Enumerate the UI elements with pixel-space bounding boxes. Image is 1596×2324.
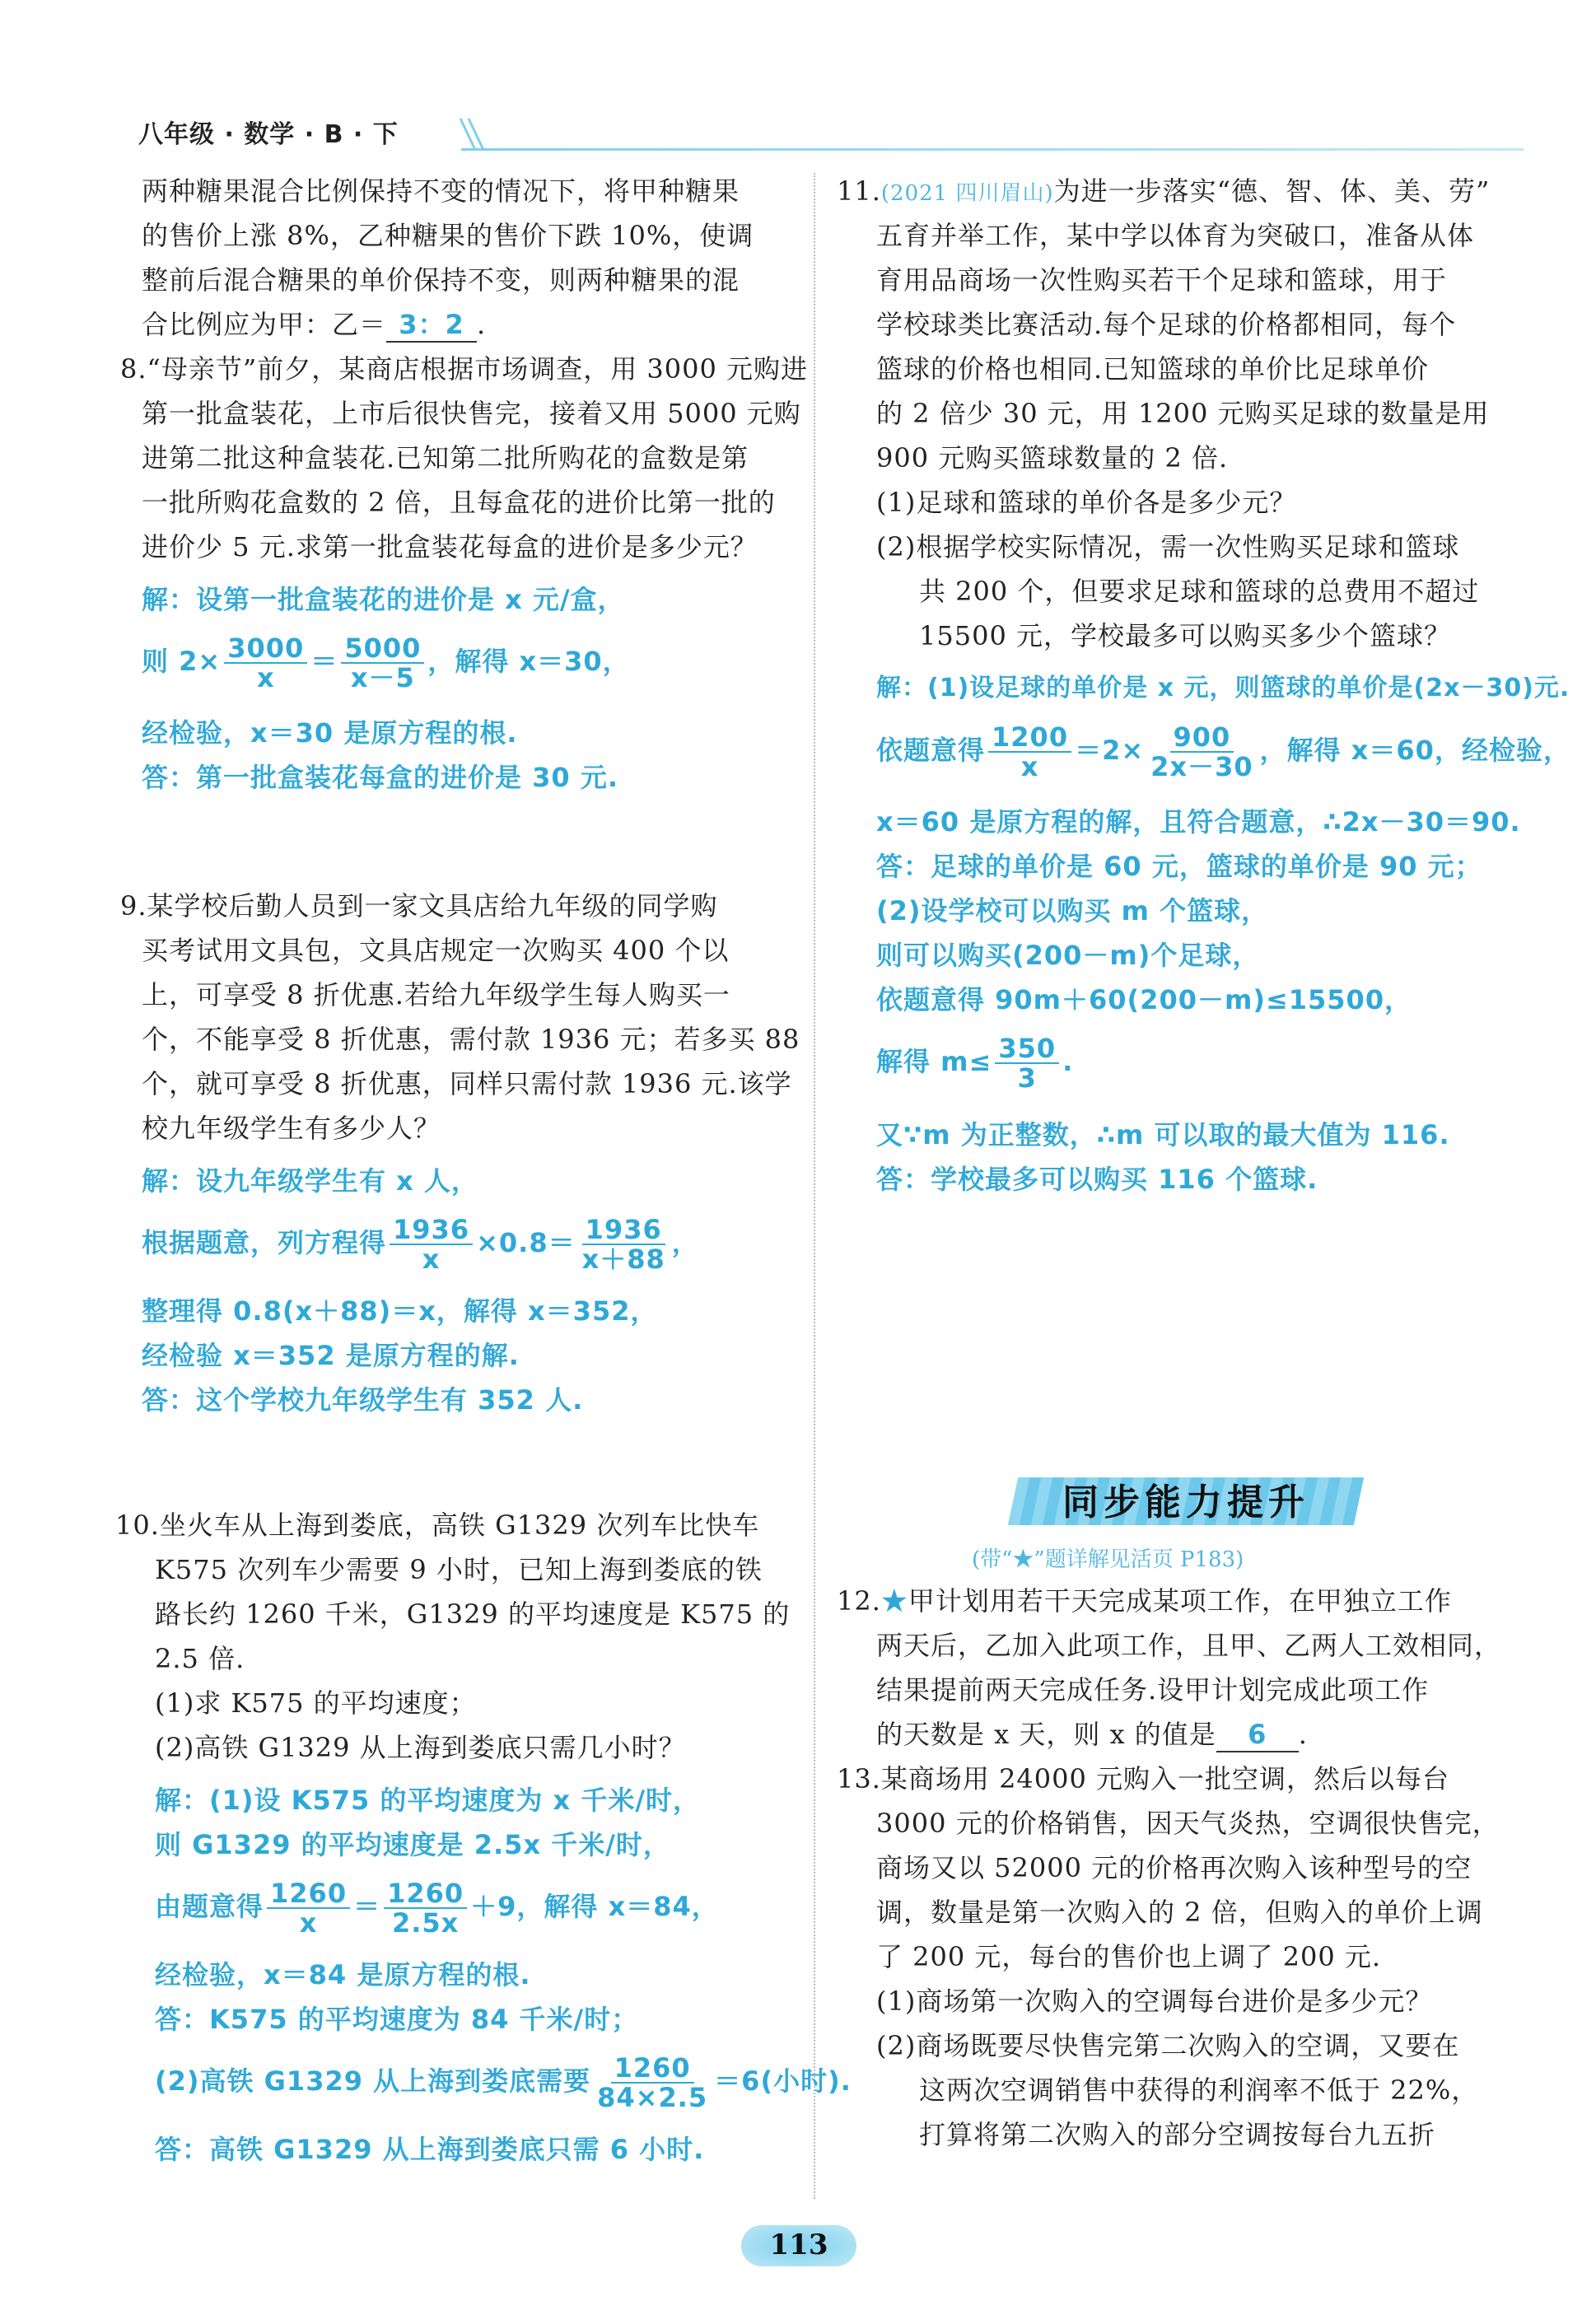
q13-line: 调，数量是第一次购入的 2 倍，但购入的单价上调 [876, 1897, 1483, 1928]
header-rule [461, 148, 1524, 151]
q11-number: 11. [837, 175, 881, 207]
q12-answer-blank: 6 [1216, 1718, 1299, 1752]
q9-line: 个，不能享受 8 折优惠，需付款 1936 元；若多买 88 [142, 1024, 800, 1055]
q8-solution-line: 经检验，x＝30 是原方程的根. [142, 717, 518, 749]
q7-line: 整前后混合糖果的单价保持不变，则两种糖果的混 [142, 264, 740, 296]
q8-eq-suffix: ，解得 x＝30， [427, 646, 630, 677]
fraction-denominator: x [299, 1907, 318, 1939]
fraction-numerator: 3000 [224, 634, 307, 664]
running-header: 八年级 · 数学 · B · 下 [138, 120, 399, 149]
q9-line: 个，就可享受 8 折优惠，同样只需付款 1936 元.该学 [142, 1068, 792, 1099]
q11-line: (1)足球和篮球的单价各是多少元？ [876, 487, 1297, 518]
q11-source: (2021 四川眉山) [880, 181, 1054, 206]
fraction [224, 634, 307, 692]
q11-solution-line: 解：(1)设足球的单价是 x 元，则篮球的单价是(2x－30)元. [876, 674, 1570, 702]
q8-solution-line: 解：设第一批盒装花的进价是 x 元/盒， [142, 584, 625, 615]
q9-solution-line: 答：这个学校九年级学生有 352 人. [142, 1384, 584, 1416]
q13-line: (2)商场既要尽快售完第二次购入的空调，又要在 [876, 2030, 1460, 2061]
q9-solution-line: 经检验 x＝352 是原方程的解. [142, 1340, 520, 1371]
equals-sign: ＝ [353, 1891, 381, 1922]
q10-line: (1)求 K575 的平均速度； [155, 1687, 477, 1719]
q7-line: 的售价上涨 8%，乙种糖果的售价下跌 10%，使调 [142, 220, 754, 251]
q11-solution-line: 答：足球的单价是 60 元，篮球的单价是 90 元； [876, 851, 1482, 882]
fraction-numerator: 350 [995, 1034, 1059, 1064]
q7-line: 两种糖果混合比例保持不变的情况下，将甲种糖果 [142, 175, 740, 207]
q8-eq-prefix: 则 2× [142, 646, 222, 677]
fraction-numerator: 1200 [988, 723, 1071, 753]
q8-line: 8.“母亲节”前夕，某商店根据市场调查，用 3000 元购进 [120, 353, 809, 385]
star-icon: ★ [880, 1585, 908, 1617]
q8-line: 一批所购花盒数的 2 倍，且每盒花的进价比第一批的 [142, 487, 776, 518]
q11-line: 共 200 个，但要求足球和篮球的总费用不超过 [919, 576, 1480, 607]
q8-line: 进价少 5 元.求第一批盒装花每盒的进价是多少元？ [142, 531, 758, 562]
q9-eq-prefix: 根据题意，列方程得 [142, 1227, 387, 1258]
q13-line: 了 200 元，每台的售价也上调了 200 元. [876, 1941, 1382, 1972]
q11-line: 学校球类比赛活动.每个足球的价格都相同，每个 [876, 309, 1457, 340]
fraction-denominator: x [1020, 751, 1039, 782]
q12-last-suffix: . [1298, 1719, 1308, 1750]
q11-ineq-suffix: . [1062, 1046, 1074, 1077]
q10-solution-line: 则 G1329 的平均速度是 2.5x 千米/时， [155, 1829, 670, 1860]
q9-line: 校九年级学生有多少人？ [142, 1113, 441, 1144]
q13-line: 商场又以 52000 元的价格再次购入该种型号的空 [876, 1852, 1472, 1883]
q12-last-line [876, 1718, 1308, 1752]
q11-solution-equation [876, 723, 1570, 781]
section-reference-note: (带“★”题详解见活页 P183) [972, 1547, 1244, 1572]
column-divider [814, 173, 815, 2199]
q11-line: 篮球的价格也相同.已知篮球的单价比足球单价 [876, 353, 1430, 385]
q10-line: 2.5 倍. [155, 1643, 245, 1674]
fraction-denominator: x＋88 [581, 1244, 665, 1275]
q7-last-prefix: 合比例应为甲：乙＝ [142, 309, 387, 340]
q12-line: 两天后，乙加入此项工作，且甲、乙两人工效相同， [876, 1630, 1502, 1661]
q13-line: 3000 元的价格销售，因天气炎热，空调很快售完， [876, 1808, 1500, 1839]
q11-solution-line: (2)设学校可以购买 m 个篮球， [876, 895, 1269, 926]
q9-eq-middle: ×0.8＝ [476, 1227, 576, 1258]
q11-solution-line: 则可以购买(200－m)个足球， [876, 940, 1260, 971]
q8-solution-equation [142, 634, 630, 692]
q10-eq2-prefix: (2)高铁 G1329 从上海到娄底需要 [155, 2065, 591, 2097]
section-banner [1013, 1466, 1359, 1532]
q7-answer-blank: 3：2 [386, 308, 477, 343]
fraction-numerator: 1936 [390, 1216, 473, 1245]
q11-line: 的 2 倍少 30 元，用 1200 元购买足球的数量是用 [876, 398, 1490, 429]
q9-solution-line: 解：设九年级学生有 x 人， [142, 1165, 478, 1197]
q11-line: 五育并举工作，某中学以体育为突破口，准备从体 [876, 220, 1475, 251]
q10-eq2-suffix: ＝6(小时). [714, 2065, 852, 2097]
q11-eq-prefix: 依题意得 [876, 735, 986, 766]
q11-solution-inequality [876, 1034, 1073, 1092]
q9-line: 9.某学校后勤人员到一家文具店给九年级的同学购 [120, 890, 718, 922]
q11-solution-line: x＝60 是原方程的解，且符合题意，∴2x－30＝90. [876, 806, 1521, 838]
q13-line: (1)商场第一次购入的空调每台进价是多少元？ [876, 1986, 1433, 2017]
q10-eq-prefix: 由题意得 [155, 1891, 264, 1922]
fraction [341, 634, 424, 692]
fraction [1147, 723, 1256, 781]
q10-solution-line: 解：(1)设 K575 的平均速度为 x 千米/时， [155, 1785, 701, 1816]
q9-line: 买考试用文具包，文具店规定一次购买 400 个以 [142, 935, 730, 966]
section-title: 同步能力提升 [1062, 1482, 1309, 1524]
q10-solution-equation [155, 2054, 852, 2112]
q8-line: 进第二批这种盒装花.已知第二批所购花的盒数是第 [142, 442, 749, 474]
q12-line: 结果提前两天完成任务.设甲计划完成此项工作 [876, 1674, 1430, 1706]
q11-eq-middle: ＝2× [1075, 735, 1145, 766]
fraction [995, 1034, 1059, 1092]
q10-solution-line: 答：高铁 G1329 从上海到娄底只需 6 小时. [155, 2134, 705, 2165]
fraction-numerator: 1260 [267, 1879, 350, 1909]
fraction-numerator: 900 [1170, 723, 1234, 753]
q13-line: 这两次空调销售中获得的利润率不低于 22%， [919, 2074, 1479, 2106]
q13-line: 打算将第二次购入的部分空调按每台九五折 [919, 2119, 1436, 2150]
q8-solution-line: 答：第一批盒装花每盒的进价是 30 元. [142, 762, 618, 793]
q9-line: 上，可享受 8 折优惠.若给九年级学生每人购买一 [142, 979, 730, 1010]
q11-first-line [837, 175, 1490, 210]
fraction-denominator: 2x－30 [1150, 751, 1253, 782]
q11-line: (2)根据学校实际情况，需一次性购买足球和篮球 [876, 531, 1460, 562]
fraction-denominator: x－5 [350, 662, 415, 693]
q13-line: 13.某商场用 24000 元购入一批空调，然后以每台 [837, 1763, 1450, 1794]
equals-sign: ＝ [310, 646, 338, 677]
fraction-denominator: x [256, 662, 275, 693]
page-number: 113 [769, 2228, 828, 2261]
q10-solution-line: 经检验，x＝84 是原方程的根. [155, 1959, 531, 1990]
fraction-denominator: 2.5x [391, 1907, 460, 1939]
q11-ineq-prefix: 解得 m≤ [876, 1046, 992, 1077]
q11-line: 15500 元，学校最多可以购买多少个篮球？ [919, 620, 1451, 651]
q12-first-line [837, 1584, 1452, 1617]
fraction-numerator: 1936 [582, 1216, 665, 1245]
q7-last-suffix: . [477, 309, 487, 340]
q11-eq-suffix: ，解得 x＝60，经检验， [1259, 735, 1570, 766]
fraction [390, 1216, 473, 1273]
q11-solution-line: 又∵m 为正整数，∴m 可以取的最大值为 116. [876, 1119, 1450, 1150]
q8-line: 第一批盒装花，上市后很快售完，接着又用 5000 元购 [142, 398, 801, 429]
q11-solution-line: 答：学校最多可以购买 116 个篮球. [876, 1164, 1318, 1195]
q12-last-prefix: 的天数是 x 天，则 x 的值是 [876, 1719, 1216, 1750]
fraction-denominator: x [422, 1244, 441, 1275]
fraction [988, 723, 1071, 781]
q11-line: 育用品商场一次性购买若干个足球和篮球，用于 [876, 264, 1448, 296]
fraction-numerator: 1260 [611, 2054, 694, 2084]
q9-solution-line: 整理得 0.8(x＋88)＝x，解得 x＝352， [142, 1295, 658, 1327]
q10-solution-line: 答：K575 的平均速度为 84 千米/时； [155, 2004, 639, 2035]
q10-line: 10.坐火车从上海到娄底，高铁 G1329 次列车比快车 [115, 1510, 760, 1541]
fraction [384, 1879, 467, 1937]
fraction [579, 1216, 669, 1273]
q10-line: 路长约 1260 千米，G1329 的平均速度是 K575 的 [155, 1598, 791, 1630]
q10-eq-suffix: ＋9，解得 x＝84， [470, 1891, 719, 1922]
q12-number: 12. [837, 1585, 881, 1617]
q10-line: (2)高铁 G1329 从上海到娄底只需几小时？ [155, 1732, 686, 1763]
q11-line: 900 元购买篮球数量的 2 倍. [876, 442, 1229, 474]
fraction [594, 2054, 711, 2112]
fraction-denominator: 84×2.5 [597, 2082, 708, 2113]
fraction-denominator: 3 [1017, 1062, 1037, 1094]
q9-solution-equation [142, 1216, 699, 1273]
q10-solution-equation [155, 1879, 719, 1937]
q9-eq-suffix: ， [671, 1227, 699, 1258]
fraction-numerator: 1260 [384, 1879, 467, 1909]
q10-line: K575 次列车少需要 9 小时，已知上海到娄底的铁 [155, 1554, 763, 1585]
page-number-badge [741, 2225, 856, 2266]
q11-solution-line: 依题意得 90m＋60(200－m)≤15500， [876, 984, 1412, 1015]
q11-first-text: 为进一步落实“德、智、体、美、劳” [1053, 175, 1491, 207]
q12-first-text: 甲计划用若干天完成某项工作，在甲独立工作 [908, 1585, 1452, 1617]
fraction [267, 1879, 350, 1937]
fraction-numerator: 5000 [341, 634, 424, 664]
q7-last-line [142, 308, 486, 343]
